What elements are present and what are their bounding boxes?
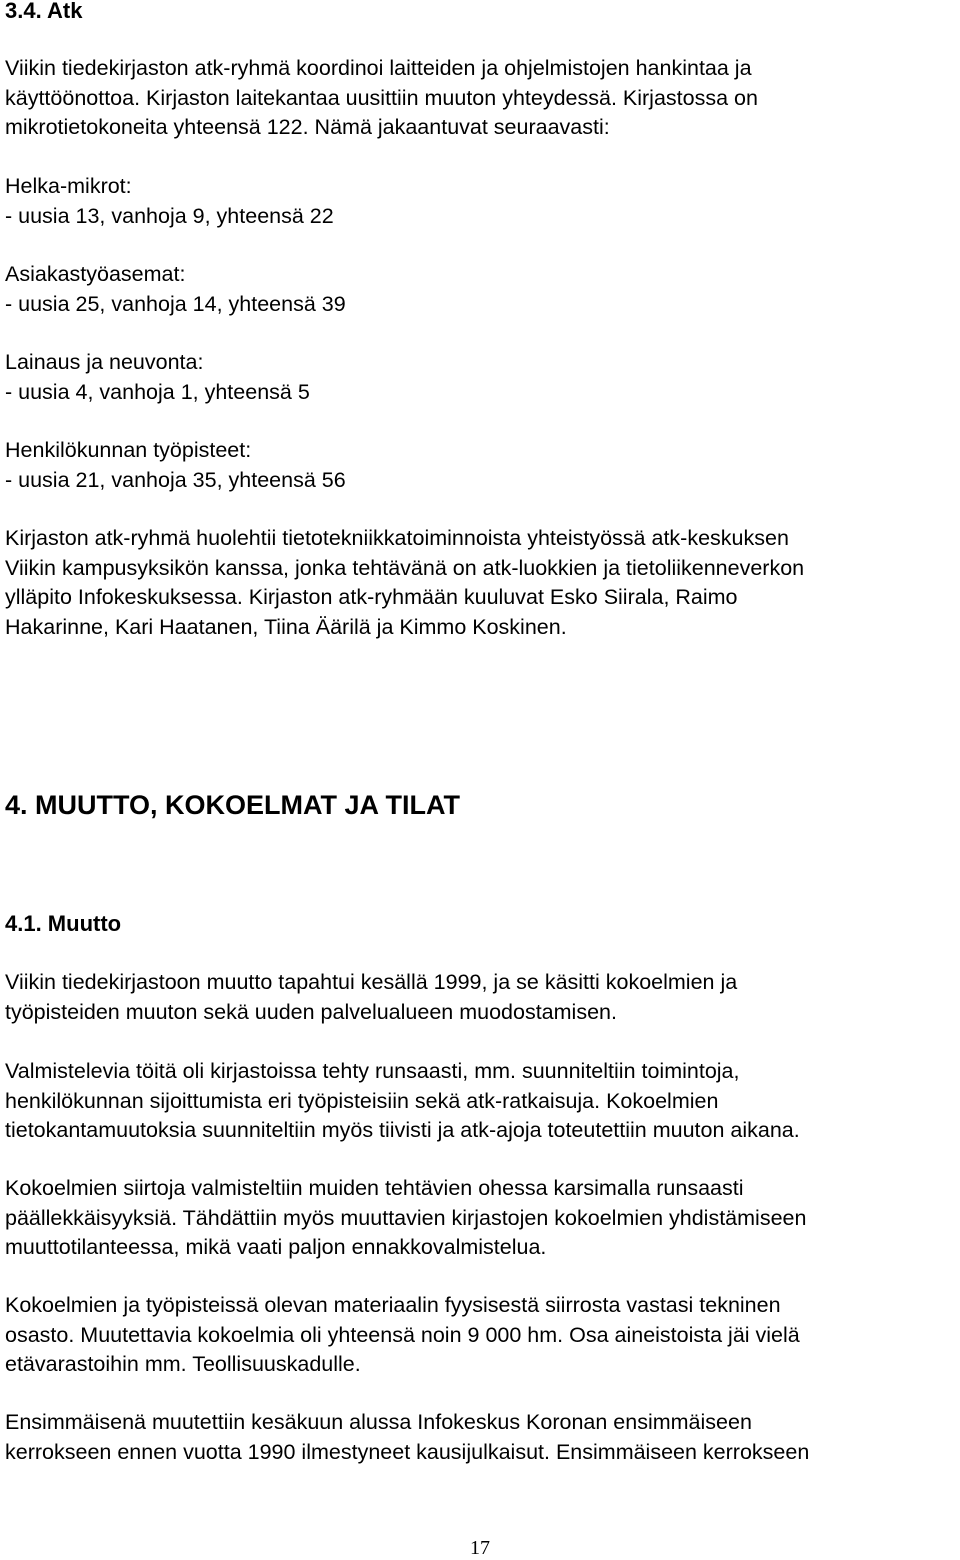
paragraph [5, 1057, 800, 1146]
paragraph-line: Viikin tiedekirjaston atk-ryhmä koordinoi laitteiden ja ohjelmistojen hankintaa ja [5, 56, 752, 80]
group-detail: - uusia 25, vanhoja 14, yhteensä 39 [5, 291, 346, 316]
computer-group [5, 172, 334, 231]
group-title: Asiakastyöasemat: [5, 262, 186, 286]
section-heading-3-4: 3.4. Atk [5, 0, 83, 23]
paragraph-line: työpisteiden muuton sekä uuden palvelualueen muodostamisen. [5, 999, 617, 1024]
paragraph-line: osasto. Muutettavia kokoelmia oli yhteensä noin 9 000 hm. Osa aineistoista jäi vielä [5, 1322, 800, 1347]
computer-group [5, 260, 346, 319]
chapter-heading-4: 4. MUUTTO, KOKOELMAT JA TILAT [5, 790, 460, 820]
paragraph [5, 1291, 800, 1380]
group-detail: - uusia 21, vanhoja 35, yhteensä 56 [5, 467, 346, 492]
group-detail: - uusia 4, vanhoja 1, yhteensä 5 [5, 379, 310, 404]
paragraph-line: Kirjaston atk-ryhmä huolehtii tietotekniikkatoiminnoista yhteistyössä atk-keskuksen [5, 526, 789, 550]
group-title: Lainaus ja neuvonta: [5, 350, 204, 374]
group-title: Henkilökunnan työpisteet: [5, 438, 252, 462]
section-heading-4-1: 4.1. Muutto [5, 911, 122, 936]
computer-group [5, 348, 310, 407]
paragraph-line: Ensimmäisenä muutettiin kesäkuun alussa Infokeskus Koronan ensimmäiseen [5, 1410, 752, 1434]
paragraph-line: Kokoelmien ja työpisteissä olevan materiaalin fyysisestä siirrosta vastasi tekninen [5, 1293, 781, 1317]
paragraph-line: tietokantamuutoksia suunniteltiin myös tiivisti ja atk-ajoja toteutettiin muuton aikana. [5, 1118, 800, 1142]
paragraph-line: Viikin tiedekirjastoon muutto tapahtui kesällä 1999, ja se käsitti kokoelmien ja [5, 970, 738, 994]
paragraph-line: henkilökunnan sijoittumista eri työpisteisiin sekä atk-ratkaisuja. Kokoelmien [5, 1088, 719, 1113]
paragraph [5, 1408, 809, 1467]
group-detail: - uusia 13, vanhoja 9, yhteensä 22 [5, 203, 334, 228]
paragraph-line: Viikin kampusyksikön kanssa, jonka tehtävänä on atk-luokkien ja tietoliikenneverkon [5, 555, 805, 580]
atk-group-paragraph [5, 524, 804, 642]
group-title: Helka-mikrot: [5, 174, 132, 198]
paragraph-line: etävarastoihin mm. Teollisuuskadulle. [5, 1352, 361, 1376]
paragraph-line: Kokoelmien siirtoja valmisteltiin muiden tehtävien ohessa karsimalla runsaasti [5, 1176, 744, 1200]
paragraph-line: Valmistelevia töitä oli kirjastoissa tehty runsaasti, mm. suunniteltiin toimintoja, [5, 1059, 740, 1083]
paragraph-line: Hakarinne, Kari Haatanen, Tiina Äärilä ja Kimmo Koskinen. [5, 614, 567, 639]
paragraph-line: mikrotietokoneita yhteensä 122. Nämä jakaantuvat seuraavasti: [5, 115, 610, 139]
intro-paragraph [5, 54, 758, 143]
paragraph-line: ylläpito Infokeskuksessa. Kirjaston atk-ryhmään kuuluvat Esko Siirala, Raimo [5, 585, 738, 609]
paragraph-line: kerrokseen ennen vuotta 1990 ilmestyneet kausijulkaisut. Ensimmäiseen kerrokseen [5, 1439, 810, 1464]
page-number: 17 [470, 1537, 490, 1559]
computer-group [5, 436, 346, 495]
paragraph [5, 1174, 806, 1263]
paragraph-line: päällekkäisyyksiä. Tähdättiin myös muuttavien kirjastojen kokoelmien yhdistämiseen [5, 1205, 807, 1230]
paragraph-line: käyttöönottoa. Kirjaston laitekantaa uusittiin muuton yhteydessä. Kirjastossa on [5, 85, 758, 110]
paragraph [5, 968, 737, 1027]
paragraph-line: muuttotilanteessa, mikä vaati paljon ennakkovalmistelua. [5, 1235, 547, 1259]
